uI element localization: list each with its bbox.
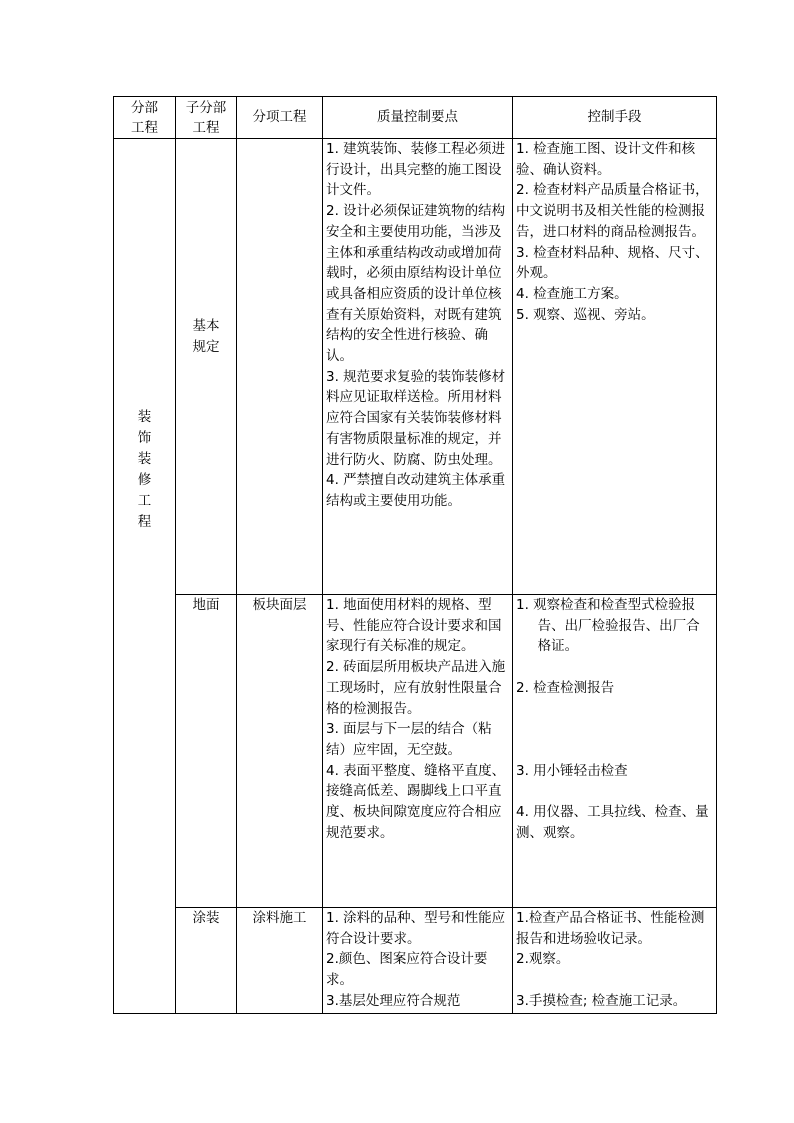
means-item: 5. 观察、巡视、旁站。 bbox=[516, 306, 655, 323]
point-item: 3.基层处理应符合规范 bbox=[326, 992, 461, 1009]
item-cell-basic bbox=[237, 139, 323, 595]
item-cell-floor: 板块面层 bbox=[237, 595, 323, 908]
points-cell-basic bbox=[323, 139, 513, 595]
division-name: 装饰装修工程 bbox=[137, 409, 152, 530]
point-item: 2. 砖面层所用板块产品进入施工现场时，应有放射性限量合格的检测报告。 bbox=[326, 659, 506, 717]
table-header-row bbox=[114, 97, 717, 139]
means-item: 2.观察。 bbox=[516, 951, 570, 968]
sub-division-basic: 基本规定 bbox=[176, 139, 237, 595]
point-item: 2. 设计必须保证建筑物的结构安全和主要使用功能，当涉及主体和承重结构改动或增加荷载时，必须由原结构设计单位或具备相应资质的设计单位核查有关原始资料，对既有建筑结构的安全性进行核验、确认。 bbox=[326, 203, 506, 365]
header-fenxiang: 分项工程 bbox=[237, 97, 323, 139]
means-cell-basic bbox=[513, 139, 717, 595]
point-item: 1. 建筑装饰、装修工程必须进行设计，出具完整的施工图设计文件。 bbox=[326, 141, 506, 199]
table-row bbox=[114, 139, 717, 595]
points-cell-floor bbox=[323, 595, 513, 908]
means-item: 1. 检查施工图、设计文件和核验、确认资料。 bbox=[516, 141, 696, 178]
point-item: 2.颜色、图案应符合设计要求。 bbox=[326, 951, 488, 989]
means-item: 3. 用小锤轻击检查 bbox=[516, 762, 628, 779]
division-cell bbox=[114, 139, 176, 1014]
means-item: 2. 检查检测报告 bbox=[516, 679, 615, 696]
point-item: 4. 表面平整度、缝格平直度、接缝高低差、踢脚线上口平直度、板块间隙宽度应符合相应规范要求。 bbox=[326, 762, 506, 841]
point-item: 4. 严禁擅自改动建筑主体承重结构或主要使用功能。 bbox=[326, 472, 506, 509]
means-item: 3. 检查材料品种、规格、尺寸、外观。 bbox=[516, 244, 709, 282]
point-item: 1. 地面使用材料的规格、型号、性能应符合设计要求和国家现行有关标准的规定。 bbox=[326, 597, 502, 655]
means-item: 4. 检查施工方案。 bbox=[516, 285, 628, 302]
sub-division-floor: 地面 bbox=[176, 595, 237, 908]
point-item: 1. 涂料的品种、型号和性能应符合设计要求。 bbox=[326, 910, 506, 947]
point-item: 3. 面层与下一层的结合（粘结）应牢固，无空鼓。 bbox=[326, 721, 492, 758]
table-row bbox=[114, 595, 717, 908]
sub-division-coating: 涂装 bbox=[176, 908, 237, 1014]
means-item: 1. 观察检查和检查型式检验报告、出厂检验报告、出厂合格证。 bbox=[516, 597, 700, 655]
header-fenbu: 分部工程 bbox=[114, 97, 176, 139]
item-cell-coating: 涂料施工 bbox=[237, 908, 323, 1014]
means-item: 3.手摸检查; 检查施工记录。 bbox=[516, 992, 687, 1009]
header-zhiliang: 质量控制要点 bbox=[323, 97, 513, 139]
means-cell-coating bbox=[513, 908, 717, 1014]
means-item: 4. 用仪器、工具拉线、检查、量测、观察。 bbox=[516, 803, 709, 841]
quality-control-table bbox=[113, 96, 717, 1014]
points-cell-coating bbox=[323, 908, 513, 1014]
header-zifenbu: 子分部工程 bbox=[176, 97, 237, 139]
table-row bbox=[114, 908, 717, 1014]
means-cell-floor bbox=[513, 595, 717, 908]
means-item: 1.检查产品合格证书、性能检测报告和进场验收记录。 bbox=[516, 910, 705, 947]
point-item: 3. 规范要求复验的装饰装修材料应见证取样送检。所用材料应符合国家有关装饰装修材料有害物质限量标准的规定，并进行防火、防腐、防虫处理。 bbox=[326, 368, 506, 468]
header-shouduan: 控制手段 bbox=[513, 97, 717, 139]
means-item: 2. 检查材料产品质量合格证书，中文说明书及相关性能的检测报告，进口材料的商品检测报告。 bbox=[516, 182, 709, 240]
